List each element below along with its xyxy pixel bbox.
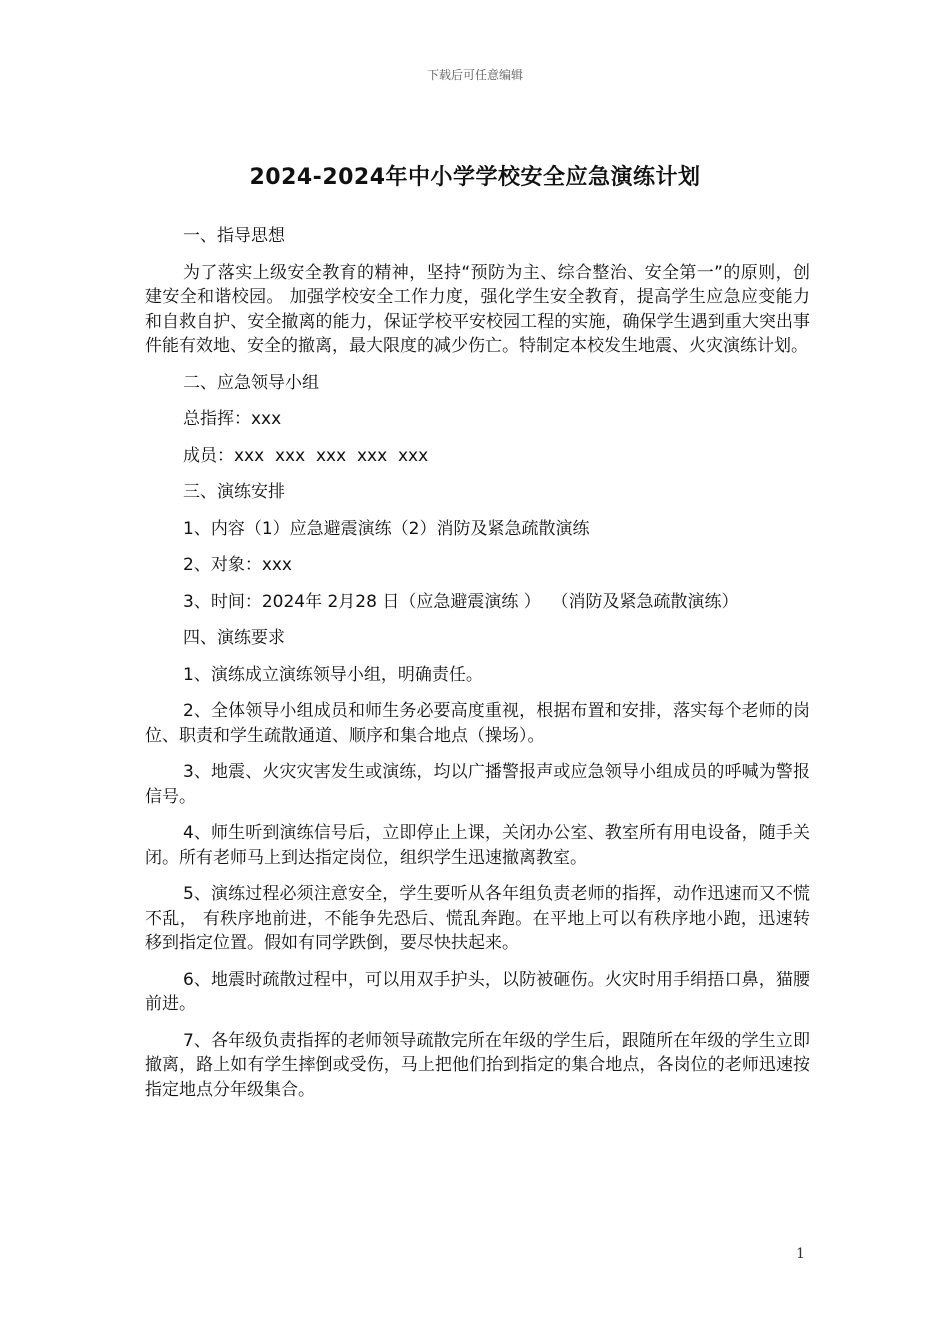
paragraph-requirement-1: 1、演练成立演练领导小组，明确责任。 [183,664,483,685]
paragraph-requirement-6: 6、地震时疏散过程中，可以用双手护头，以防被砸伤。火灾时用手绢捂口鼻，猫腰前进。 [145,969,810,1014]
header-note: 下载后可任意编辑 [426,68,523,82]
paragraph-requirement-5: 5、演练过程必须注意安全，学生要听从各年组负责老师的指挥，动作迅速而又不慌不乱， 有秩序地前进，不能争先恐后、慌乱奔跑。在平地上可以有秩序地小跑，迅速转移到指定位置。假如有同学跌倒，要尽快扶起来。 [145,884,810,953]
section-heading-guiding-ideology: 一、指导思想 [183,226,285,246]
paragraph-content: 1、内容（1）应急避震演练（2）消防及紧急疏散演练 [183,518,590,539]
paragraph-target: 2、对象：xxx [183,555,292,575]
paragraph-requirement-4: 4、师生听到演练信号后，立即停止上课，关闭办公室、教室所有用电设备，随手关闭。所有老师马上到达指定岗位，组织学生迅速撤离教室。 [145,823,810,868]
paragraph-commander: 总指挥：xxx [183,409,282,429]
paragraph-members: 成员：xxx xxx xxx xxx xxx [183,445,429,466]
paragraph-requirement-3: 3、地震、火灾灾害发生或演练，均以广播警报声或应急领导小组成员的呼喊为警报信号。 [145,762,810,807]
paragraph-requirement-7: 7、各年级负责指挥的老师领导疏散完所在年级的学生后，跟随所在年级的学生立即撤离，路上如有学生摔倒或受伤，马上把他们抬到指定的集合地点，各岗位的老师迅速按指定地点分年级集合。 [145,1030,810,1100]
section-heading-leadership-group: 二、应急领导小组 [183,372,319,393]
document-body [145,224,810,1114]
document-title: 2024-2024年中小学学校安全应急演练计划 [249,165,701,190]
section-heading-drill-requirements: 四、演练要求 [183,628,285,648]
paragraph-time: 3、时间：2024年 2月28 日（应急避震演练 ） （消防及紧急疏散演练） [183,591,739,612]
section-heading-drill-arrangement: 三、演练安排 [183,482,285,502]
paragraph-requirement-2: 2、全体领导小组成员和师生务必要高度重视，根据布置和安排，落实每个老师的岗位、职责和学生疏散通道、顺序和集合地点（操场）。 [145,701,810,746]
paragraph-purpose: 为了落实上级安全教育的精神，坚持“预防为主、综合整治、安全第一”的原则，创建安全和谐校园。 加强学校安全工作力度，强化学生安全教育，提高学生应急应变能力和自救自护、安全撤离的能力，保证学校平安校园工程的实施，确保学生遇到重大突出事件能有效地、安全的撤离，最大限度的减少伤亡。特制定本校发生地震、火灾演练计划。 [145,262,810,356]
page-number: 1 [796,1246,805,1262]
